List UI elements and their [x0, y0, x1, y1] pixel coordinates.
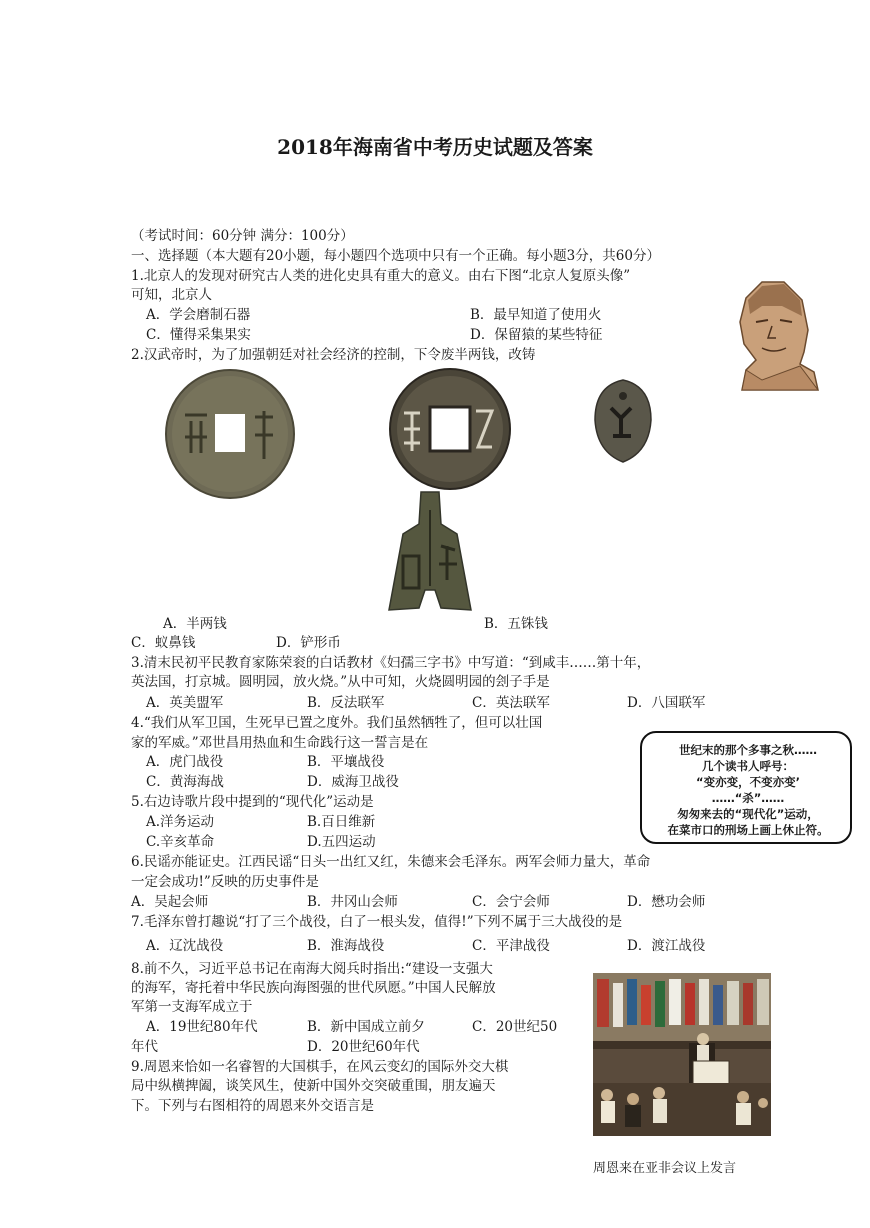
poem-line: ……“杀”……: [711, 791, 785, 805]
q5-option-b: B.百日维新: [307, 814, 376, 830]
poem-line: 世纪末的那个多事之秋……: [679, 743, 817, 757]
q3-stem: 英法国，打京城。圆明园，放火烧。”从中可知，火烧圆明园的刽子手是: [131, 674, 550, 690]
q3-option-d: D．八国联军: [627, 695, 706, 711]
q1-option-b: B．最早知道了使用火: [470, 307, 602, 323]
q1-option-a: A．学会磨制石器: [146, 307, 251, 323]
spade-coin-image: [385, 490, 475, 614]
q2-option-c: C．蚁鼻钱: [131, 635, 196, 651]
q1-option-c: C．懂得采集果实: [146, 327, 251, 343]
q4-option-b: B．平壤战役: [307, 754, 385, 770]
q3-option-a: A．英美盟军: [146, 695, 224, 711]
peking-man-bust-image: [722, 272, 832, 396]
page-title: 2018年海南省中考历史试题及答案: [277, 135, 593, 159]
q2-stem: 2.汉武帝时，为了加强朝廷对社会经济的控制，下令废半两钱，改铸: [131, 347, 536, 363]
q3-option-b: B．反法联军: [307, 695, 385, 711]
q3-stem: 3.清末民初平民教育家陈荣衮的白话教材《妇孺三字书》中写道：“到咸丰……第十年，: [131, 655, 651, 671]
q1-stem: 1.北京人的发现对研究古人类的进化史具有重大的意义。由右下图“北京人复原头像”: [131, 268, 631, 284]
q8-option-c-cont: 年代: [131, 1039, 158, 1055]
poem-line: “变亦变，不变亦变’: [696, 775, 800, 789]
q8-option-d: D．20世纪60年代: [307, 1039, 420, 1055]
q4-option-d: D．威海卫战役: [307, 774, 399, 790]
q9-stem: 局中纵横捭阖，谈笑风生，使新中国外交突破重围，朋友遍天: [131, 1078, 496, 1094]
q5-option-a: A.洋务运动: [146, 814, 215, 830]
q7-option-a: A．辽沈战役: [146, 938, 224, 954]
q4-stem: 家的军威。”邓世昌用热血和生命践行这一誓言是在: [131, 735, 429, 751]
q8-stem: 8.前不久，习近平总书记在南海大阅兵时指出:“建设一支强大: [131, 961, 493, 977]
photo-caption: 周恩来在亚非会议上发言: [593, 1161, 737, 1176]
q4-option-c: C．黄海海战: [146, 774, 224, 790]
ban-liang-coin-image: [163, 367, 297, 501]
q5-stem: 5.右边诗歌片段中提到的“现代化”运动是: [131, 794, 374, 810]
q2-option-a: A．半两钱: [163, 616, 227, 632]
q9-stem: 9.周恩来恰如一名睿智的大国棋手，在风云变幻的国际外交大棋: [131, 1059, 509, 1075]
q9-stem: 下。下列与右图相符的周恩来外交语言是: [131, 1098, 374, 1114]
q8-option-b: B．新中国成立前夕: [307, 1019, 425, 1035]
q8-option-c: C．20世纪50: [472, 1019, 558, 1035]
q1-stem: 可知，北京人: [131, 287, 212, 303]
q6-option-b: B．井冈山会师: [307, 894, 398, 910]
q7-option-d: D．渡江战役: [627, 938, 706, 954]
wu-zhu-coin-image: [388, 367, 512, 491]
q8-stem: 军第一支海军成立于: [131, 999, 253, 1015]
q5-option-d: D.五四运动: [307, 834, 376, 850]
q6-stem: 6.民谣亦能证史。江西民谣“日头一出红又红，朱德来会毛泽东。两军会师力量大，革命: [131, 854, 651, 870]
zhou-enlai-conference-photo: [593, 973, 771, 1136]
q7-option-b: B．淮海战役: [307, 938, 385, 954]
q8-option-a: A．19世纪80年代: [146, 1019, 258, 1035]
q5-option-c: C.辛亥革命: [146, 834, 215, 850]
q4-option-a: A．虎门战役: [146, 754, 224, 770]
section-heading: 一、选择题（本大题有20小题，每小题四个选项中只有一个正确。每小题3分，共60分）: [131, 248, 660, 264]
poem-line: 在菜市口的刑场上画上休止符。: [667, 823, 829, 837]
exam-info: （考试时间：60分钟 满分：100分）: [131, 228, 354, 244]
q6-stem: 一定会成功!”反映的历史事件是: [131, 874, 319, 890]
q6-option-a: A．吴起会师: [131, 894, 209, 910]
q2-option-b: B．五铢钱: [484, 616, 548, 632]
q4-stem: 4.“我们从军卫国，生死早已置之度外。我们虽然牺牲了，但可以壮国: [131, 715, 543, 731]
q3-option-c: C．英法联军: [472, 695, 550, 711]
poem-box: [640, 731, 852, 844]
q2-option-d: D．铲形币: [276, 635, 341, 651]
q6-option-c: C．会宁会师: [472, 894, 550, 910]
ant-nose-coin-image: [591, 378, 655, 464]
q7-stem: 7.毛泽东曾打趣说“打了三个战役，白了一根头发，值得!”下列不属于三大战役的是: [131, 914, 623, 930]
q8-stem: 的海军，寄托着中华民族向海图强的世代夙愿。”中国人民解放: [131, 980, 496, 996]
poem-line: 匆匆来去的“现代化”运动，: [677, 807, 819, 821]
q6-option-d: D．懋功会师: [627, 894, 706, 910]
q7-option-c: C．平津战役: [472, 938, 550, 954]
q1-option-d: D．保留猿的某些特征: [470, 327, 603, 343]
poem-line: 几个读书人呼号：: [702, 759, 794, 773]
